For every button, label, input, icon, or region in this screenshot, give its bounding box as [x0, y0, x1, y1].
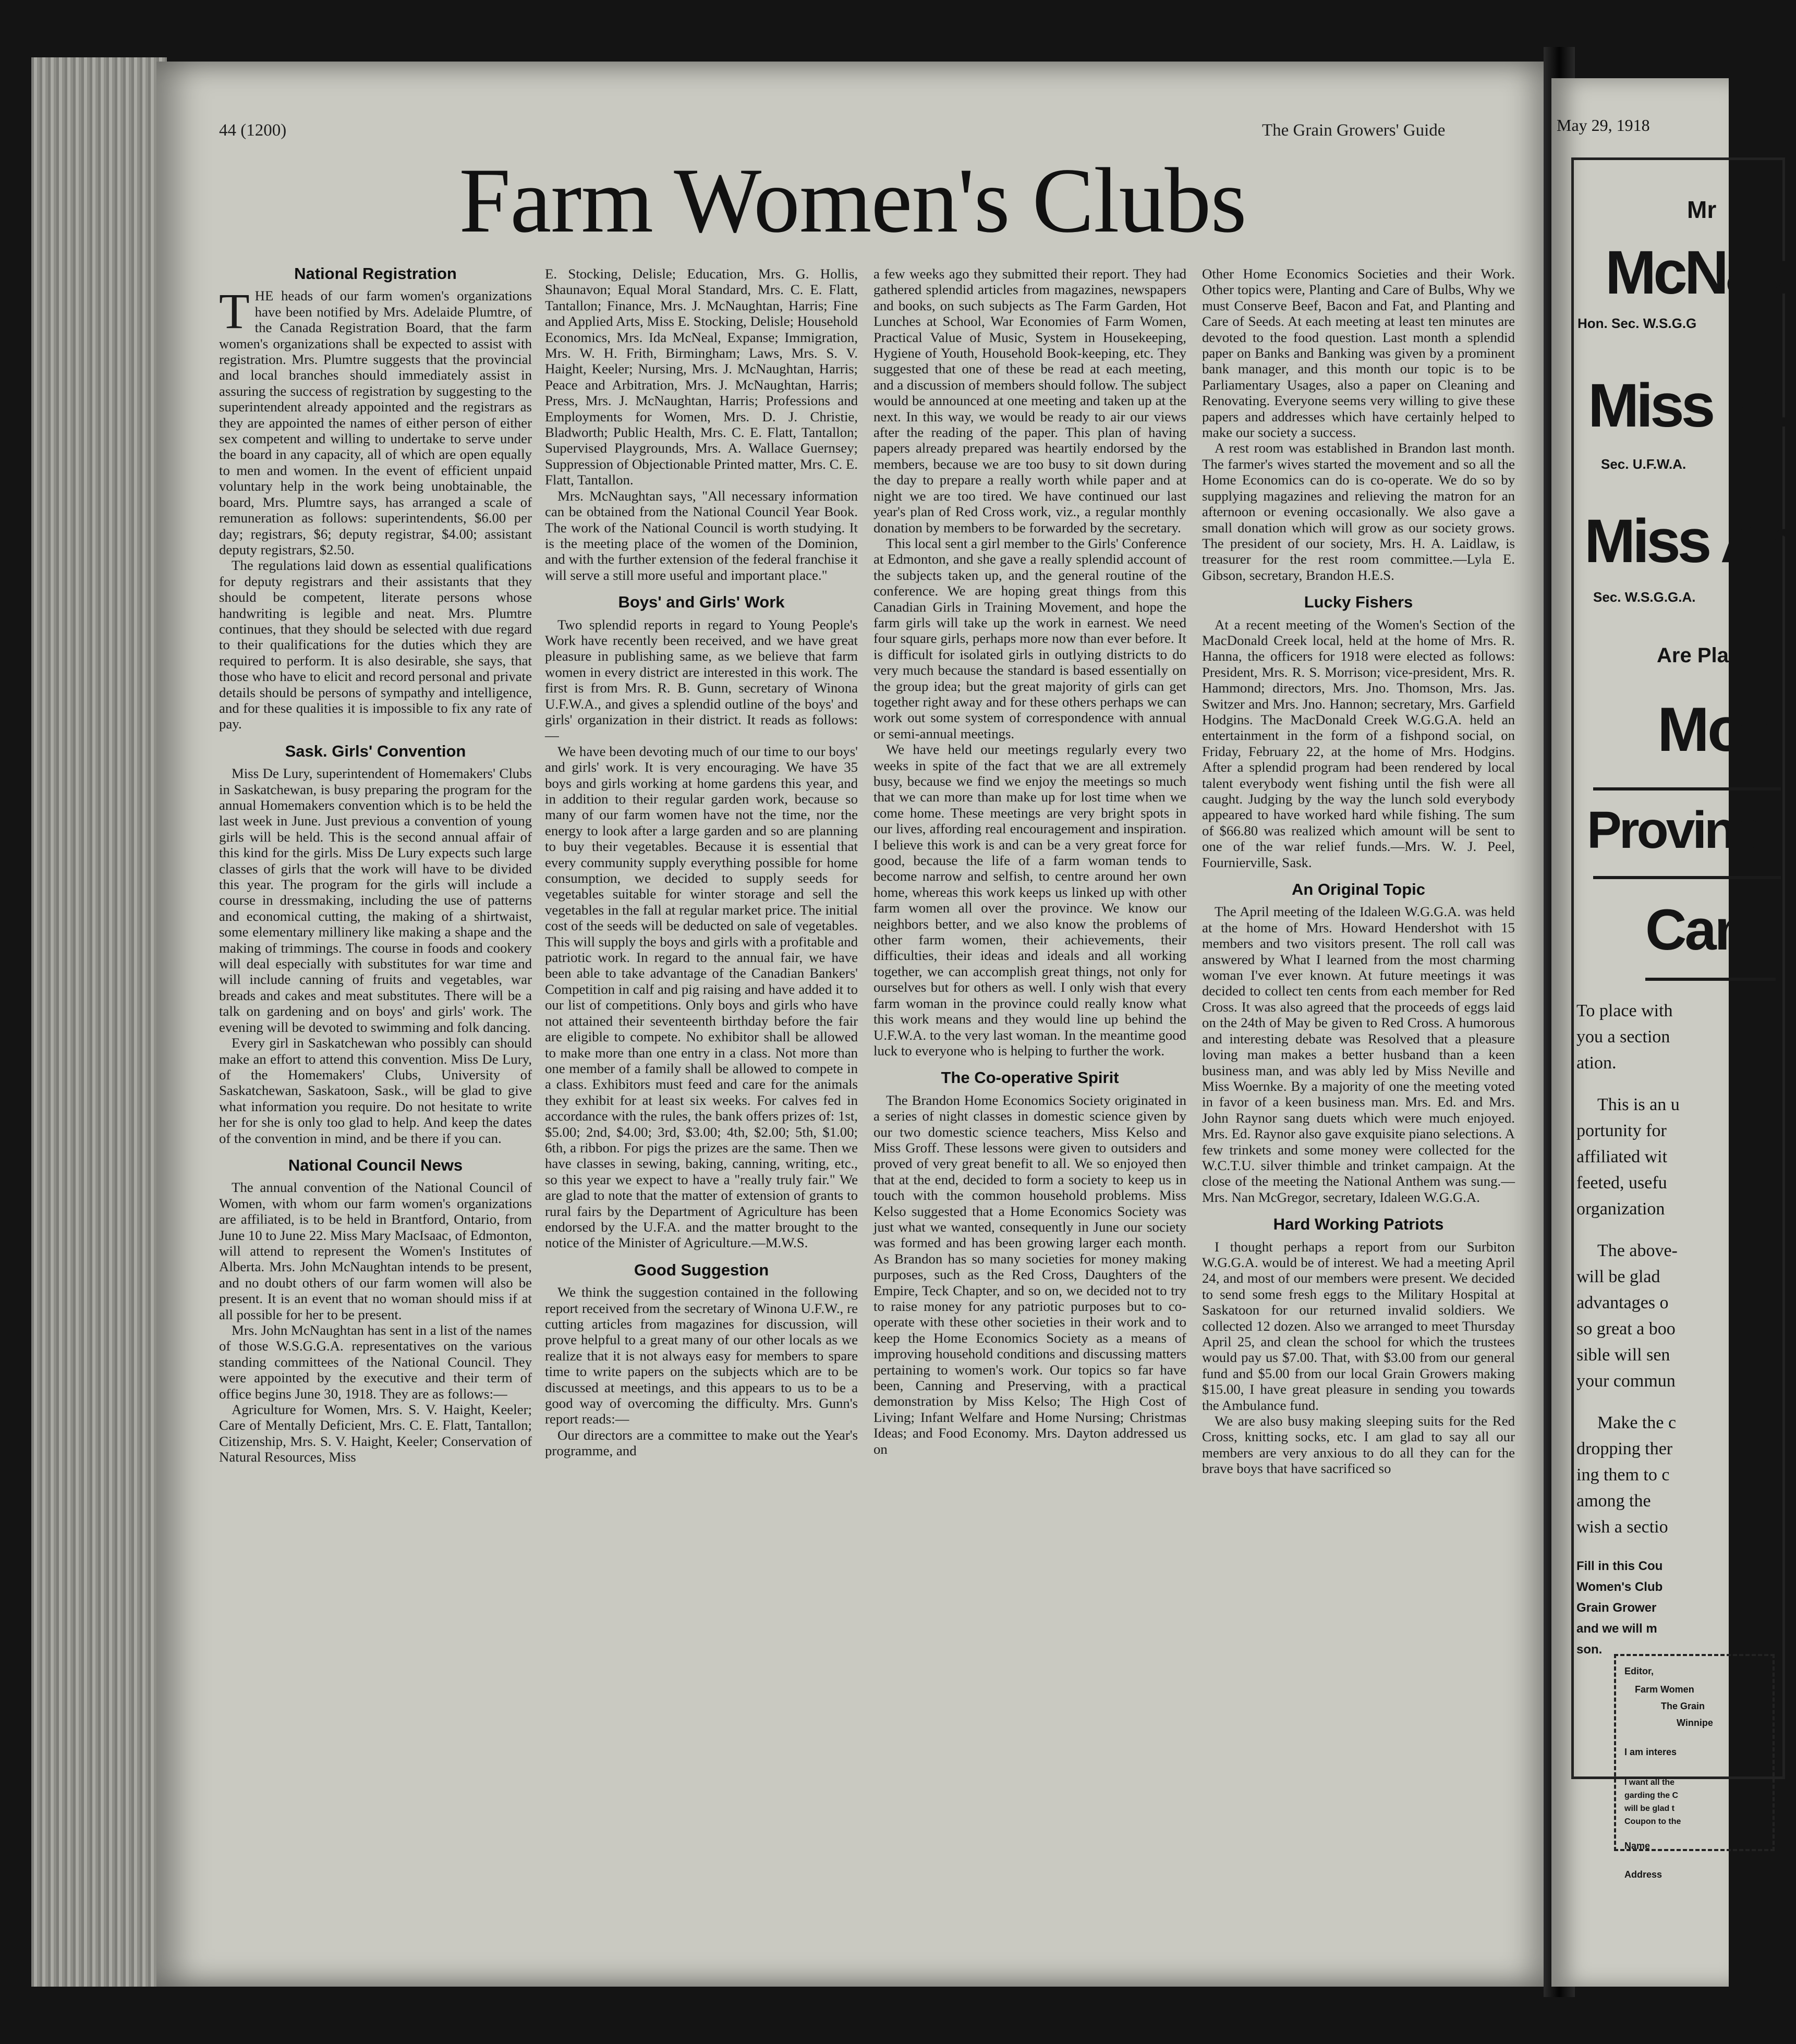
facing-page-date: May 29, 1918: [1557, 116, 1650, 135]
section-title: Sask. Girls' Convention: [285, 741, 466, 760]
article-paragraph: Mrs. John McNaughtan has sent in a list of the names of those W.S.G.G.A. representatives on the various standing committees of the National Council. They were appointed by the executive and their term of office begins June 30, 1918. They are as follows:—: [219, 1322, 532, 1402]
article-paragraph: We have held our meetings regularly every two weeks in spite of the fact that we are all extremely busy, because we find we enjoy the meetings so much that we can more than make up for lost time when we come home. These meetings are very bright spots in our lives, affording real encouragement and inspiration. I believe this work is and can be a very great force for good, because the life of a farm woman tends to become narrow and selfish, to centre around her own home, whereas this work keeps us linked up with other farm women all over the province. We know our neighbors better, and we also know the problems of other farm women, their achievements, their difficulties, their ideas and ideals and all working together, we can accomplish great things, not only for ourselves but for others as well. I only wish that every farm woman in the province could really know what this work means and they would line up behind the U.F.W.A. to the very last woman. In the meantime good luck to everyone who is helping to further the work.: [873, 741, 1186, 1058]
article-paragraph: a few weeks ago they submitted their report. They had gathered splendid articles from magazines, newspapers and books, on such subjects as The Farm Garden, Hot Lunches at School, War Economies of Farm Women, Practical Value of Music, System in Housekeeping, Hygiene of Youth, Household Book-keeping, etc. They suggested that one of these be read at each meeting, and a discussion of members should follow. The subject would be announced at one meeting and taken up at the next. In this way, we would be ready to air our views after the reading of the paper. This plan of having papers already prepared was heartily endorsed by the members, because we are too busy to sit down during the day to prepare a really worth while paper and at night we are too tired. We have continued our last year's plan of Red Cross work, viz., a regular monthly donation by members to be forwarded by the secretary.: [873, 266, 1186, 536]
section-title: Lucky Fishers: [1304, 593, 1413, 612]
article-paragraph: This local sent a girl member to the Girls' Conference at Edmonton, and she gave a really splendid account of the subjects taken up, and the general routine of the conference. We are hoping great things from this Canadian Girls in Training Movement, and hope the farm girls will take up the work in earnest. We need four square girls, perhaps more now than ever before. It is difficult for isolated girls in outlying districts to do very much because the standard is based essentially on the group idea; but the great majority of girls can get together right away and for these others perhaps we can work out some system of correspondence with annual or semi-annual meetings.: [873, 535, 1186, 741]
coupon-text: will be glad t: [1624, 1804, 1675, 1813]
article-paragraph: I thought perhaps a report from our Surbiton W.G.G.A. would be of interest. We had a meeting April 24, and most of our members were present. We decided to send some fresh eggs to the Military Hospital at Saskatoon for our returned invalid soldiers. We collected 12 dozen. Also we arranged to meet Thursday April 25, and clean the school for which the trustees would pay us $7.00. That, with $3.00 from our general fund and $5.00 from our local Grain Growers making $15.00, I have great pleasure in sending you towards the Ambulance fund.: [1202, 1238, 1515, 1413]
ad-text: so great a boo: [1576, 1319, 1676, 1339]
coupon-instructions: Fill in this Cou: [1576, 1559, 1663, 1573]
ad-text: This is an u: [1597, 1095, 1680, 1114]
article-paragraph: We have been devoting much of our time to our boys' and girls' work. It is very encouraging. We have 35 boys and girls working at home gardens this year, and in addition to their regular garden work, because so many of our farm women have not the time, nor the energy to look after a large garden and so are planning to buy their vegetables. Because it is essential that every community supply everything possible for home consumption, we decided to supply seeds for vegetables suitable for winter storage and sell the vegetables in the fall at regular market price. The initial cost of the seeds will be deducted on sale of vegetables. This will supply the boys and girls with a profitable and patriotic work. In regard to the annual fair, we have been able to take advantage of the Canadian Bankers' Competition in calf and pig raising and have added it to our list of competitions. Only boys and girls who have not attained their seventeenth birthday before the fair are eligible to compete. No exhibitor shall be allowed to make more than one entry in a class. Not more than one member of a family shall be allowed to compete in a class. Exhibitors must feed and care for the animals they exhibit for at least six weeks. For calves fed in accordance with the rules, the bank offers prizes of: 1st, $5.00; 2nd, $4.00; 3rd, $3.00; 4th, $2.00; 5th, $1.00; 6th, a ribbon. For pigs the prizes are the same. Then we have classes in sewing, baking, canning, writing, etc., so this year we expect to have a "really truly fair." We are glad to note that the matter of extension of grants to rural fairs by the Department of Agriculture has been endorsed by the U.F.A. and the matter brought to the notice of the Minister of Agriculture.—M.W.S.: [545, 743, 858, 1251]
article-paragraph: A rest room was established in Brandon last month. The farmer's wives started the movement and so all the Home Economics can do is co-operate. We do so by supplying magazines and relieving the matron for an afternoon or evening occasionally. We also gave a small donation which will grow as our society grows. The president of our society, Mrs. H. A. Laidlaw, is treasurer for the rest room committee.—Lyla E. Gibson, secretary, Brandon H.E.S.: [1202, 440, 1515, 583]
article-paragraph: Miss De Lury, superintendent of Homemakers' Clubs in Saskatchewan, is busy preparing the program for the annual Homemakers convention which is to be held the last week in June. Just previous a convention of young girls will be held. This is the second annual affair of this kind for the girls. Miss De Lury expects such large classes of girls that the work will have to be divided this year. The program for the girls will include a course in dressmaking, including the use of patterns and economical cutting, the making of a shirtwaist, some elementary millinery like making a shape and the making of trimmings. The course in foods and cookery will deal especially with substitutes for war time and will include canning of fruits and vegetables, war breads and cakes and meat substitutes. There will be a talk on gardening and on boys' and girls' work. The evening will be devoted to swimming and folk dancing.: [219, 765, 532, 1035]
page-number: 44 (1200): [219, 121, 287, 140]
article-paragraph: The regulations laid down as essential qualifications for deputy registrars and their assistants that they should be competent, literate persons whose handwriting is legible and neat. Mrs. Plumtre continues, that they should be selected with due regard to their qualifications for the duties which they are required to perform. It is also desirable, she says, that those who have to elicit and record personal and private details should be persons of sympathy and intelligence, and for these qualities it is impossible to fix any rate of pay.: [219, 557, 532, 732]
ad-text: wish a sectio: [1576, 1517, 1668, 1537]
article-paragraph: Other Home Economics Societies and their Work. Other topics were, Planting and Care of Bulbs, Why we must Conserve Beef, Bacon and Fat, and Planting and Care of Seeds. At each meeting at least ten minutes are devoted to the food question. Last month a splendid paper on Banks and Banking was given by a prominent bank manager, and this month our topic is to be Parliamentary Usages, also a paper on Cleaning and Renovating. Everyone seems very willing to give these papers and addresses which have certainly helped to make our society a success.: [1202, 266, 1515, 441]
article-paragraph: The Brandon Home Economics Society originated in a series of night classes in domestic science given by our two domestic science teachers, Miss Kelso and Miss Groff. These lessons were given to outsiders and proved of very great benefit to all. We so enjoyed then that at the end, decided to form a society to keep us in touch with the common household problems. Miss Kelso suggested that a Home Economics Society was just what we wanted, consequently in June our society was formed and has been growing larger each month. As Brandon has so many societies for money making purposes, such as the Red Cross, Daughters of the Empire, Teck Chapter, and so on, we decided not to try to raise money for any patriotic purposes but to co-operate with these other societies in their work and to keep the Home Economics Society as a means of improving household conditions and discussing matters pertaining to women's work. Our topics so far have been, Canning and Preserving, with a practical demonstration by Miss Kelso; The High Cost of Living; Infant Welfare and Home Nursing; Christmas Ideas; and Food Economy. Mrs. Dayton addressed us on: [873, 1092, 1186, 1457]
coupon-text: garding the C: [1624, 1791, 1679, 1800]
ad-text: dropping ther: [1576, 1439, 1673, 1458]
article-paragraph: At a recent meeting of the Women's Section of the MacDonald Creek local, held at the home of Mrs. R. Hanna, the officers for 1918 were elected as follows: President, Mrs. R. S. Morrison; vice-president, Mrs. R. Hammond; directors, Mrs. Jno. Thomson, Mrs. Jas. Switzer and Mrs. Jno. Hannon; secretary, Mrs. Garfield Hodgins. The MacDonald Creek W.G.G.A. held an entertainment in the form of a fishpond social, on Friday, February 22, at the home of Mrs. Hodgins. After a splendid program had been rendered by local talent everybody went fishing until the fish were all caught. Judging by the way the lunch sold everybody appeared to have worked hard while fishing. The sum of $66.80 was realized which amount will be sent to one of the war relief funds.—Mrs. W. J. Peel, Fournierville, Sask.: [1202, 616, 1515, 870]
facing-page: [1551, 78, 1796, 1987]
article-paragraph: The April meeting of the Idaleen W.G.G.A. was held at the home of Mrs. Howard Hendershot with 15 members and two visitors present. The roll call was answered by What I learned from the most charming woman I've ever known. At future meetings it was decided to collect ten cents from each member for Red Cross. It was also agreed that the proceeds of eggs laid on the 24th of May be given to Red Cross. A humorous and interesting debate was Resolved that a pleasure loving man makes a better husband than a keen business man, and was ably led by Miss Neville and Miss Woernke. By a majority of one the meeting voted in favor of a keen business man. Mrs. Ed. and Mrs. John Raynor sang duets which were much enjoyed. Mrs. Ed. Raynor also gave exquisite piano selections. A few trinkets and some money were collected for the W.C.T.U. silver thimble and trinket campaign. At the close of the meeting the National Anthem was sung.—Mrs. Nan McGregor, secretary, Idaleen W.G.G.A.: [1202, 904, 1515, 1205]
ad-text: Sec. W.S.G.G.A.: [1593, 589, 1696, 605]
coupon-text: Editor,: [1624, 1666, 1654, 1676]
ad-text: affiliated wit: [1576, 1147, 1668, 1166]
article-paragraph: Two splendid reports in regard to Young People's Work have recently been received, and we have great pleasure in publishing same, as we believe that farm women in every district are interested in this work. The first is from Mrs. R. B. Gunn, secretary of Winona U.F.W.A., and gives a splendid outline of the boys' and girls' organization in their district. It reads as follows:—: [545, 616, 858, 744]
ad-text: Mr: [1687, 196, 1717, 223]
column-2: [545, 266, 858, 1459]
ad-heading: McNau: [1605, 238, 1791, 307]
ad-heading: Miss An: [1584, 507, 1796, 576]
section-title: The Co-operative Spirit: [941, 1068, 1119, 1087]
coupon-text: I am interes: [1624, 1747, 1677, 1757]
article-paragraph: Our directors are a committee to make out the Year's programme, and: [545, 1427, 858, 1459]
ad-heading: Cam: [1645, 898, 1764, 962]
drop-cap: T: [219, 283, 250, 339]
article-paragraph: Agriculture for Women, Mrs. S. V. Haight, Keeler; Care of Mentally Deficient, Mrs. C. E. Flatt, Tantallon; Citizenship, Mrs. S. V. Haight, Keeler; Conservation of Natural Resources, Miss: [219, 1402, 532, 1465]
column-3: [873, 266, 1186, 1457]
article-paragraph: Mrs. McNaughtan says, "All necessary information can be obtained from the National Council Year Book. The work of the National Council is worth studying. It is the meeting place of the women of the Dominion, and with the further extension of the federal franchise it will serve a still more useful and important place.": [545, 488, 858, 583]
ad-rule: [1593, 787, 1781, 790]
article-paragraph: The annual convention of the National Council of Women, with whom our farm women's organizations are affiliated, is to be held in Brantford, Ontario, from June 10 to June 22. Miss Mary MacIsaac, of Edmonton, will attend to represent the Women's Institutes of Alberta. Mrs. John McNaughtan intends to be present, and no doubt others of our farm women will also be present. It is an event that no woman should miss if at all possible for her to be present.: [219, 1179, 532, 1322]
coupon-text: Coupon to the: [1624, 1817, 1681, 1826]
section-title: An Original Topic: [1291, 880, 1426, 899]
coupon-instructions: son.: [1576, 1642, 1603, 1657]
ad-text: The above-: [1597, 1241, 1678, 1260]
coupon-text: Winnipe: [1677, 1718, 1713, 1728]
ad-text: advantages o: [1576, 1293, 1669, 1312]
ad-text: Make the c: [1597, 1413, 1677, 1432]
ad-text: your commun: [1576, 1371, 1676, 1391]
article-paragraph: We think the suggestion contained in the following report received from the secretary of Winona U.F.W., re cutting articles from magazines for discussion, will prove helpful to a great many of our other locals as we realize that it is not always easy for members to spare time to write papers on the subjects which are to be discussed at meetings, and this appears to us to be a good way of overcoming the difficulty. Mrs. Gunn's report reads:—: [545, 1284, 858, 1427]
ad-text: Sec. U.F.W.A.: [1601, 456, 1686, 472]
coupon-text: The Grain: [1661, 1701, 1705, 1711]
ad-text: ing them to c: [1576, 1465, 1670, 1485]
column-4: [1202, 266, 1515, 1477]
coupon-instructions: Women's Club: [1576, 1580, 1663, 1594]
section-title: Boys' and Girls' Work: [618, 593, 785, 612]
page-title: Farm Women's Clubs: [459, 149, 1246, 252]
coupon-instructions: and we will m: [1576, 1622, 1657, 1636]
coupon-name-field: Name: [1624, 1841, 1651, 1851]
coupon-text: I want all the: [1624, 1778, 1675, 1787]
publication-name: The Grain Growers' Guide: [1262, 121, 1446, 140]
ad-text: sible will sen: [1576, 1345, 1670, 1365]
section-title: Good Suggestion: [634, 1260, 769, 1279]
ad-rule: [1593, 876, 1781, 879]
ad-heading: Miss M.: [1588, 371, 1789, 440]
section-title: Hard Working Patriots: [1273, 1215, 1444, 1234]
section-title: National Registration: [294, 264, 457, 283]
ad-text: among the: [1576, 1491, 1651, 1511]
article-paragraph: THE heads of our farm women's organizations have been notified by Mrs. Adelaide Plumtre, of the Canada Registration Board, that the farm women's organizations shall be expected to assist with registration. Mrs. Plumtre suggests that the provincial and local branches should immediately assist in assuring the success of registration by suggesting to the superintendent already appointed and the registrars as they are appointed the names of either person of either sex competent and willing to undertake to serve under the board in any capacity, all of which are open equally to men and women. In the event of efficient unpaid voluntary help in the work being unobtainable, the board, Mrs. Plumtre says, has arranged a scale of remuneration as follows: superintendents, $6.00 per day; registrars, $6; deputy registrar, $4.00; assistant deputy registrars, $2.50.: [219, 283, 532, 557]
ad-rule: [1645, 978, 1776, 981]
coupon-instructions: Grain Grower: [1576, 1601, 1657, 1615]
ad-heading: Provinc: [1587, 801, 1760, 859]
article-paragraph: We are also busy making sleeping suits for the Red Cross, knitting socks, etc. I am glad to say all our members are very anxious to do all they can for the brave boys that have sacrificed so: [1202, 1413, 1515, 1477]
ad-text: portunity for: [1576, 1121, 1667, 1140]
ad-text: Are Pla: [1657, 644, 1729, 667]
ad-text: will be glad: [1576, 1267, 1660, 1286]
ad-heading: Mon: [1657, 695, 1780, 764]
coupon-text: Farm Women: [1635, 1684, 1694, 1695]
ad-text: organization: [1576, 1199, 1665, 1219]
coupon-address-field: Address: [1624, 1869, 1662, 1880]
ad-text: Hon. Sec. W.S.G.G: [1577, 315, 1697, 331]
ad-text: you a section: [1576, 1027, 1670, 1047]
article-paragraph: E. Stocking, Delisle; Education, Mrs. G. Hollis, Shaunavon; Equal Moral Standard, Mrs. C. E. Flatt, Tantallon; Finance, Mrs. J. McNaughtan, Harris; Fine and Applied Arts, Miss E. Stocking, Delisle; Household Economics, Mrs. Ida McNeal, Expanse; Immigration, Mrs. W. H. Frith, Birmingham; Laws, Mrs. S. V. Haight, Keeler; Nursing, Mrs. J. McNaughtan, Harris; Peace and Arbitration, Mrs. J. McNaughtan, Harris; Press, Mrs. J. McNaughtan, Harris; Professions and Employments for Women, Mrs. D. J. Christie, Bladworth; Public Health, Mrs. C. E. Flatt, Tantallon; Supervised Playgrounds, Mrs. A. Wallace Guernsey; Suppression of Objectionable Printed matter, Mrs. C. E. Flatt, Tantallon.: [545, 266, 858, 488]
ad-text: feeted, usefu: [1576, 1173, 1667, 1193]
ad-text: To place with: [1576, 1001, 1673, 1020]
section-title: National Council News: [288, 1155, 463, 1174]
ad-text: ation.: [1576, 1053, 1617, 1073]
column-1: [219, 266, 532, 1465]
book-edge: [31, 57, 167, 1987]
article-paragraph: Every girl in Saskatchewan who possibly can should make an effort to attend this convention. Miss De Lury, of the Homemakers' Clubs, University of Saskatchewan, Saskatoon, Sask., will be glad to give what information you require. Do not hesitate to write her for she is only too glad to help. And keep the dates of the convention in mind, and be there if you can.: [219, 1035, 532, 1146]
